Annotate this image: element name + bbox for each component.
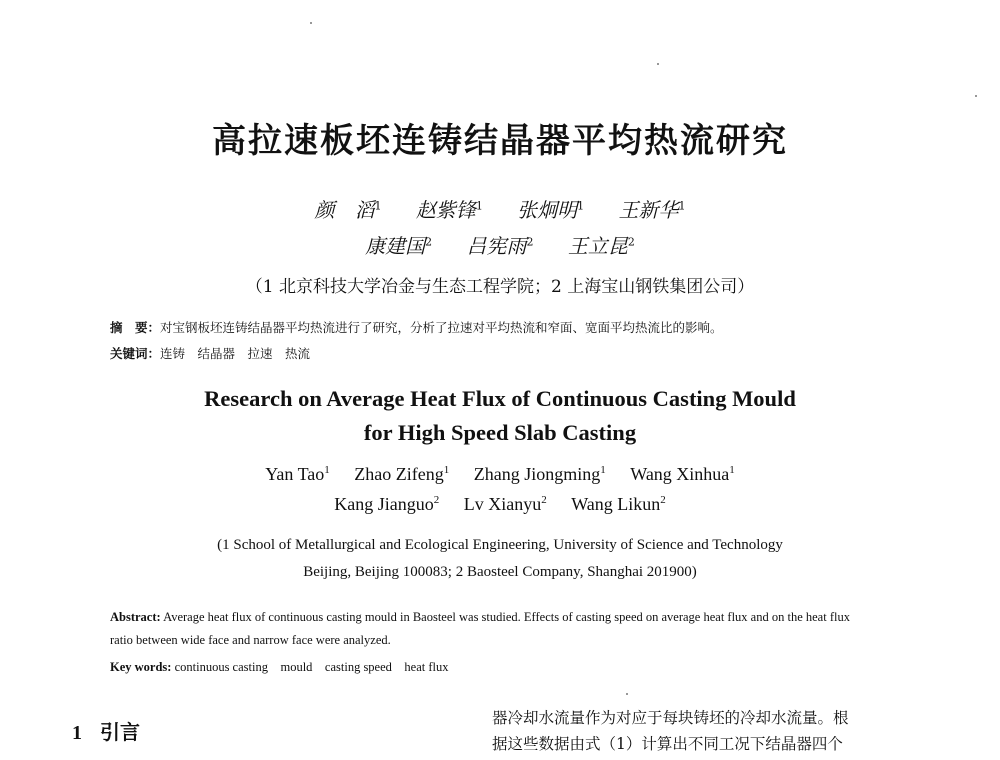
abstract-cn-text: 对宝钢板坯连铸结晶器平均热流进行了研究，分析了拉速对平均热流和窄面、宽面平均热流比的影响。 [160, 320, 723, 335]
author-en: Kang Jianguo$^2$ [334, 494, 440, 514]
author-cn: 颜 滔$^1$ [314, 198, 382, 222]
author-cn: 王新华$^1$ [618, 198, 686, 222]
authors-cn-line2 [0, 230, 1000, 259]
keywords-en-label: Key words: [110, 660, 172, 674]
author-cn: 王立昆$^2$ [567, 234, 635, 258]
paper-title-cn: 高拉速板坯连铸结晶器平均热流研究 [212, 121, 788, 161]
author-cn: 康建国$^2$ [365, 234, 433, 258]
paper-title-en-line2: for High Speed Slab Casting [363, 420, 637, 445]
author-en: Zhao Zifeng$^1$ [354, 464, 450, 484]
author-cn: 赵紫锋$^1$ [415, 198, 483, 222]
keywords-en [110, 656, 870, 679]
abstract-en-label: Abstract: [110, 610, 161, 624]
author-cn: 张炯明$^1$ [517, 198, 585, 222]
scan-speck [975, 95, 977, 97]
scan-speck [657, 63, 659, 65]
section-heading [72, 716, 140, 745]
authors-cn-line1 [0, 194, 1000, 223]
keywords-cn-label: 关键词： [110, 346, 161, 361]
author-en: Zhang Jiongming$^1$ [473, 464, 606, 484]
affiliation-en-line2: Beijing, Beijing 100083; 2 Baosteel Company, Shanghai 201900) [303, 564, 697, 580]
authors-en-line1 [0, 464, 1000, 485]
affiliation-en-line1: (1 School of Metallurgical and Ecological Engineering, University of Science and Technology [217, 537, 783, 553]
authors-en-line2 [0, 494, 1000, 515]
author-en: Lv Xianyu$^2$ [463, 494, 547, 514]
abstract-en [110, 606, 870, 652]
section-title: 引言 [100, 720, 140, 744]
body-text-line: 据这些数据由式（1）计算出不同工况下结晶器四个 [492, 735, 843, 753]
keywords-cn [110, 344, 310, 362]
body-text-line: 器冷却水流量作为对应于每块铸坯的冷却水流量。根 [492, 709, 849, 727]
body-text [492, 705, 892, 757]
scan-speck [626, 693, 628, 695]
author-cn: 吕宪雨$^2$ [466, 234, 534, 258]
keywords-cn-text: 连铸 结晶器 拉速 热流 [160, 346, 311, 361]
affiliation-cn: （1 北京科技大学冶金与生态工程学院；2 上海宝山钢铁集团公司） [245, 277, 755, 297]
abstract-en-text: Average heat flux of continuous casting mould in Baosteel was studied. Effects of casting speed on average heat flux and on the heat flux ratio between wide face and narrow face were analyzed. [110, 610, 850, 647]
abstract-cn-label: 摘 要： [110, 320, 161, 335]
section-number: 1 [72, 722, 82, 744]
paper-title-en-line1: Research on Average Heat Flux of Continuous Casting Mould [204, 386, 796, 411]
author-en: Wang Likun$^2$ [571, 494, 666, 514]
abstract-cn [110, 318, 723, 336]
author-en: Wang Xinhua$^1$ [630, 464, 735, 484]
author-en: Yan Tao$^1$ [265, 464, 330, 484]
keywords-en-text: continuous casting mould casting speed heat flux [171, 660, 449, 674]
scan-speck [310, 22, 312, 24]
